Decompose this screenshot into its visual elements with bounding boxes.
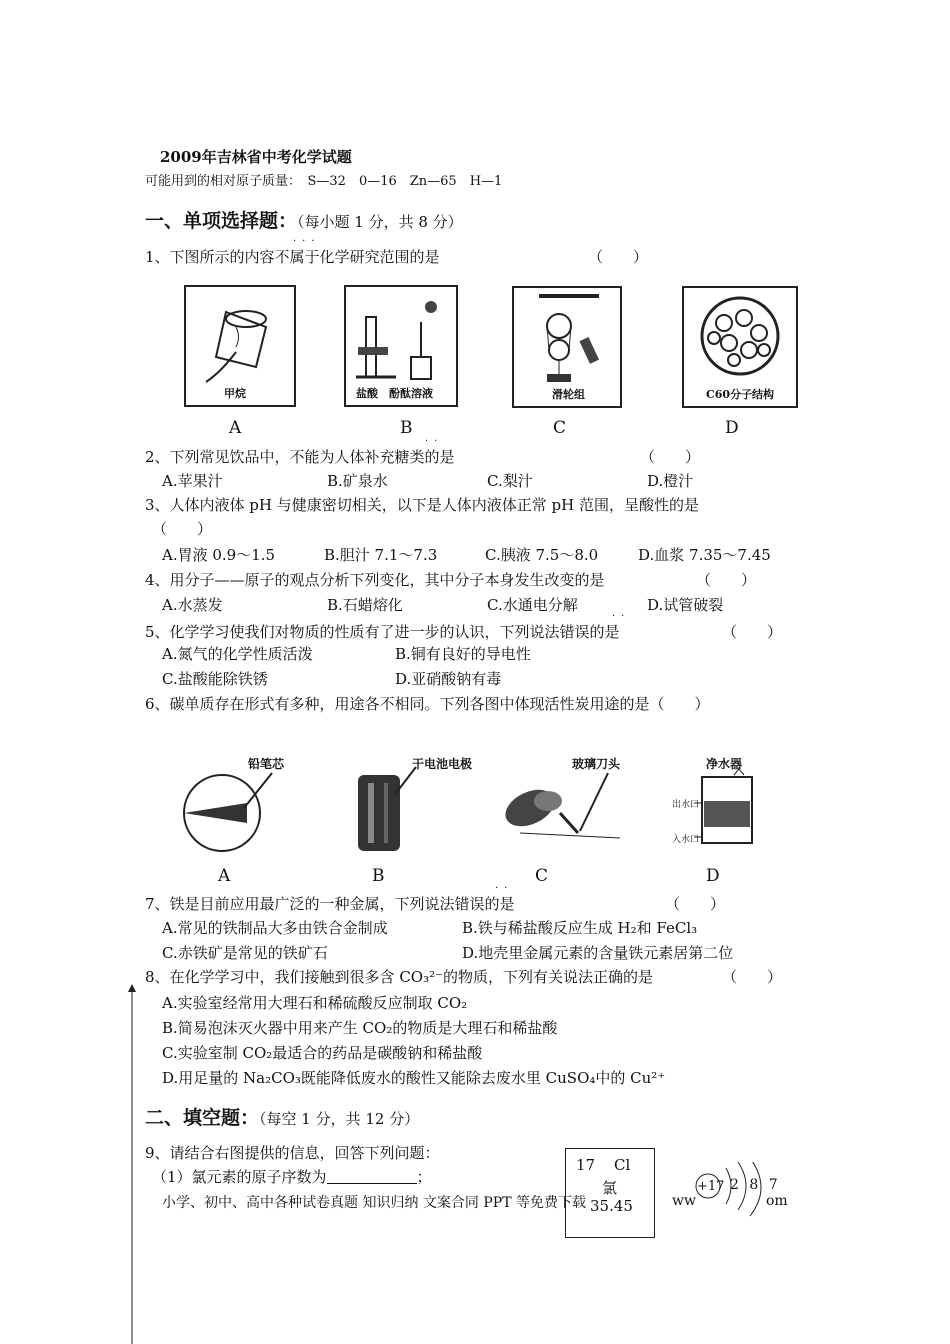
caption-a: 甲烷	[224, 387, 246, 400]
caption-water-purifier: 净水器	[706, 757, 743, 771]
emphasis-dots: ···	[293, 236, 321, 247]
q3-paren: （ ）	[152, 520, 213, 538]
q3-option-b: B.胆汁 7.1～7.3	[324, 546, 438, 564]
element-name: 氯	[602, 1179, 618, 1197]
page-title: 2009年吉林省中考化学试题	[160, 148, 352, 166]
q5-paren: （ ）	[722, 623, 783, 641]
footer-left: ww	[672, 1193, 696, 1209]
answer-blank[interactable]	[327, 1169, 417, 1184]
q9-sub1: （1）氯元素的原子序数为 ；	[152, 1168, 432, 1186]
footer-right: om	[766, 1193, 788, 1209]
q7-option-b: B.铁与稀盐酸反应生成 H₂和 FeCl₃	[462, 919, 698, 937]
q7-text: 7、铁是目前应用最广泛的一种金属，下列说法错误的是	[145, 895, 515, 913]
caption-d: C60分子结构	[706, 388, 775, 401]
q1-image-a	[184, 285, 296, 407]
q5-option-b: B.铜有良好的导电性	[395, 645, 531, 663]
q2-paren: （ ）	[640, 448, 701, 466]
q4-option-a: A.水蒸发	[162, 596, 223, 614]
q2-option-b: B.矿泉水	[327, 472, 388, 490]
q1-image-d	[682, 286, 798, 408]
q3-option-d: D.血浆 7.35～7.45	[638, 546, 771, 564]
q8-option-d: D.用足量的 Na₂CO₃既能降低废水的酸性又能除去废水里 CuSO₄中的 Cu²⁺	[162, 1069, 666, 1087]
q6-label-c: C	[535, 866, 549, 886]
q1-image-c	[512, 286, 622, 408]
q6-text: 6、碳单质存在形式有多种，用途各不相同。下列各图中体现活性炭用途的是（ ）	[145, 695, 710, 713]
q8-paren: （ ）	[722, 968, 783, 986]
caption-glass-cutter: 玻璃刀头	[572, 757, 621, 771]
q3-option-a: A.胃液 0.9～1.5	[162, 546, 276, 564]
margin-arrow-icon	[126, 982, 138, 1344]
q8-option-b: B.简易泡沫灭火器中用来产生 CO₂的物质是大理石和稀盐酸	[162, 1019, 558, 1037]
q6-image-a	[182, 753, 285, 853]
water-out-label: 出水口	[672, 800, 700, 810]
label-a: A	[229, 418, 242, 438]
q7-paren: （ ）	[665, 895, 726, 913]
q8-text: 8、在化学学习中，我们接触到很多含 CO₃²⁻的物质，下列有关说法正确的是	[145, 968, 654, 986]
label-b: B	[400, 418, 413, 438]
q4-option-c: C.水通电分解	[487, 596, 578, 614]
q4-option-d: D.试管破裂	[647, 596, 724, 614]
caption-b: 盐酸 酚酞溶液	[356, 387, 433, 400]
q6-image-c	[500, 753, 640, 853]
q1-paren: （ ）	[588, 248, 649, 266]
emphasis-dots: ··	[495, 883, 514, 894]
section1-heading: 一、单项选择题：（每小题 1 分，共 8 分）	[145, 210, 463, 232]
q3-text: 3、人体内液体 pH 与健康密切相关，以下是人体内液体正常 pH 范围，呈酸性的是	[145, 496, 699, 514]
label-d: D	[725, 418, 739, 438]
q8-option-a: A.实验室经常用大理石和稀硫酸反应制取 CO₂	[162, 994, 468, 1012]
label-c: C	[553, 418, 567, 438]
q5-option-a: A.氮气的化学性质活泼	[162, 645, 313, 663]
q6-image-b	[356, 753, 496, 853]
element-mass: 35.45	[590, 1197, 633, 1215]
caption-battery: 干电池电极	[412, 757, 473, 771]
water-in-label: 入水口	[672, 835, 700, 845]
q6-image-d	[672, 753, 772, 853]
q6-label-d: D	[706, 866, 720, 886]
q1-image-b	[344, 285, 458, 407]
atom-shells: 2 8 7	[730, 1177, 778, 1193]
q2-text: 2、下列常见饮品中，不能为人体补充糖类的是	[145, 448, 455, 466]
element-number: 17	[576, 1156, 596, 1174]
element-symbol: Cl	[614, 1156, 631, 1174]
atom-nucleus: +17	[697, 1179, 725, 1194]
q5-option-d: D.亚硝酸钠有毒	[395, 670, 502, 688]
emphasis-dots: ··	[612, 611, 631, 622]
q4-text: 4、用分子——原子的观点分析下列变化，其中分子本身发生改变的是	[145, 571, 605, 589]
q5-text: 5、化学学习使我们对物质的性质有了进一步的认识，下列说法错误的是	[145, 623, 620, 641]
q1-text: 1、下图所示的内容不属于化学研究范围的是	[145, 248, 440, 266]
q7-option-a: A.常见的铁制品大多由铁合金制成	[162, 919, 388, 937]
q4-option-b: B.石蜡熔化	[327, 596, 403, 614]
caption-c: 滑轮组	[552, 388, 585, 401]
q3-option-c: C.胰液 7.5～8.0	[485, 546, 599, 564]
q5-option-c: C.盐酸能除铁锈	[162, 670, 268, 688]
q2-option-d: D.橙汁	[647, 472, 694, 490]
q2-option-c: C.梨汁	[487, 472, 533, 490]
atomic-masses: 可能用到的相对原子质量： S—32 0—16 Zn—65 H—1	[145, 174, 503, 189]
q8-option-c: C.实验室制 CO₂最适合的药品是碳酸钠和稀盐酸	[162, 1044, 483, 1062]
section2-heading: 二、填空题：（每空 1 分，共 12 分）	[145, 1107, 420, 1129]
q6-label-b: B	[372, 866, 385, 886]
footer-text: 小学、初中、高中各种试卷真题 知识归纳 文案合同 PPT 等免费下载	[162, 1195, 586, 1211]
q7-option-c: C.赤铁矿是常见的铁矿石	[162, 944, 328, 962]
caption-pencil: 铅笔芯	[248, 757, 285, 771]
q7-option-d: D.地壳里金属元素的含量铁元素居第二位	[462, 944, 734, 962]
q4-paren: （ ）	[696, 571, 757, 589]
q2-option-a: A.苹果汁	[162, 472, 223, 490]
q6-label-a: A	[218, 866, 231, 886]
emphasis-dots: ··	[425, 436, 444, 447]
q9-text: 9、请结合右图提供的信息，回答下列问题：	[145, 1144, 440, 1162]
